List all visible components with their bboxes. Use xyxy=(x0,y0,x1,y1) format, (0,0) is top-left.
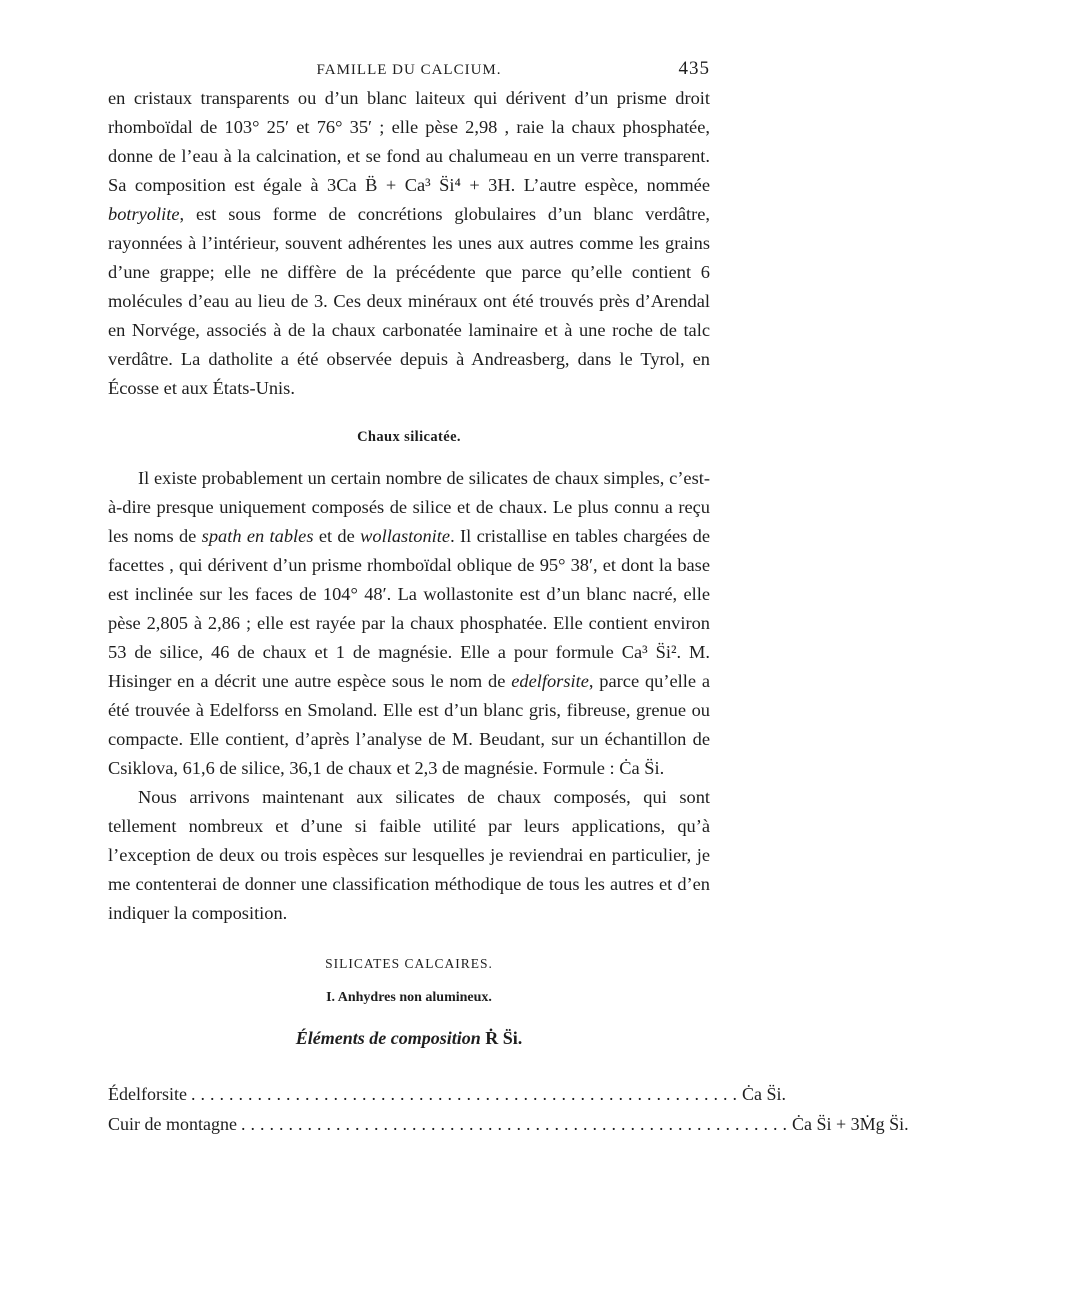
heading-elements-label: Éléments de composition xyxy=(295,1028,481,1048)
heading-silicates-calcaires: SILICATES CALCAIRES. xyxy=(325,956,493,971)
page xyxy=(108,58,909,1139)
heading-anhydres: I. Anhydres non alumineux. xyxy=(326,990,492,1005)
paragraph-datholite xyxy=(108,84,710,403)
section-heading: Chaux silicatée. xyxy=(357,429,461,445)
term-botryolite: botryolite xyxy=(108,204,180,224)
list-item-cuir-de-montagne xyxy=(108,1109,909,1139)
running-header xyxy=(108,58,710,84)
heading-elements xyxy=(108,1028,710,1049)
paragraph-silicates-text-a: Il existe probablement un certain nombre de silicates de chaux simples, c’est-à-dire presque uniquement composés de silice et de chaux. Le plus connu a reçu les noms de xyxy=(108,468,710,546)
heading-elements-formula: Ṙ S̈i. xyxy=(485,1028,523,1048)
term-edelforsite: edelforsite xyxy=(511,671,589,691)
entry-name: Édelforsite xyxy=(108,1084,187,1104)
paragraph-silicates-and: et de xyxy=(313,526,361,546)
term-spath-en-tables: spath en tables xyxy=(201,526,314,546)
paragraph-silicates xyxy=(108,464,710,783)
entry-name: Cuir de montagne xyxy=(108,1114,237,1134)
list-item-edelforsite xyxy=(108,1079,786,1109)
leader-dots: .......................................................... xyxy=(190,1084,742,1104)
paragraph-silicates-text-c: , parce qu’elle a été trouvée à Edelforss en Smoland. Elle est d’un blanc gris, fibreuse, grenue ou compacte. Elle contient, d’après l’analyse de M. Beudant, sur un échantillon de Csiklova, 61,6 de silice, 36,1 de chaux et 2,3 de magnésie. Formule : Ċa S̈i. xyxy=(108,671,711,778)
term-wollastonite: wollastonite xyxy=(360,526,451,546)
entry-formula: Ċa S̈i. xyxy=(741,1084,786,1104)
paragraph-composed-silicates: Nous arrivons maintenant aux silicates de chaux composés, qui sont tellement nombreux et d’une si faible utilité par leurs applications, qu’à l’exception de deux ou trois espèces sur lesquelles je reviendrai en particulier, je me contenterai de donner une classification méthodique de tous les autres et d’en indiquer la composition. xyxy=(108,787,710,923)
page-number: 435 xyxy=(678,58,710,79)
entry-formula: Ċa S̈i + 3Ṁg S̈i. xyxy=(791,1114,909,1134)
running-title: FAMILLE DU CALCIUM. xyxy=(316,62,502,78)
paragraph-datholite-rest: , est sous forme de concrétions globulaires d’un blanc verdâtre, rayonnées à l’intérieur, souvent adhérentes les unes aux autres comme les grains d’une grappe; elle ne diffère de la précédente que parce qu’elle contient 6 molécules d’eau au lieu de 3. Ces deux minéraux ont été trouvés près d’Arendal en Norvége, associés à de la chaux carbonatée laminaire et à une roche de talc verdâtre. La datholite a été observée depuis à Andreasberg, dans le Tyrol, en Écosse et aux États-Unis. xyxy=(108,204,710,398)
leader-dots: .......................................................... xyxy=(240,1114,792,1134)
paragraph-silicates-text-b: . Il cristallise en tables chargées de facettes , qui dérivent d’un prisme rhomboïdal oblique de 95° 38′, et dont la base est inclinée sur les faces de 104° 48′. La wollastonite est d’un blanc nacré, elle pèse 2,805 à 2,86 ; elle est rayée par la chaux phosphatée. Elle contient environ 53 de silice, 46 de chaux et 1 de magnésie. Elle a pour formule Ca³ S̈i². M. Hisinger en a décrit une autre espèce sous le nom de xyxy=(108,526,710,691)
paragraph-datholite-text: en cristaux transparents ou d’un blanc laiteux qui dérivent d’un prisme droit rhomboïdal de 103° 25′ et 76° 35′ ; elle pèse 2,98 , raie la chaux phosphatée, donne de l’eau à la calcination, et se fond au chalumeau en un verre transparent. Sa composition est égale à 3Ca B̈ + Ca³ S̈i⁴ + 3H. L’autre espèce, nommée xyxy=(108,88,710,195)
